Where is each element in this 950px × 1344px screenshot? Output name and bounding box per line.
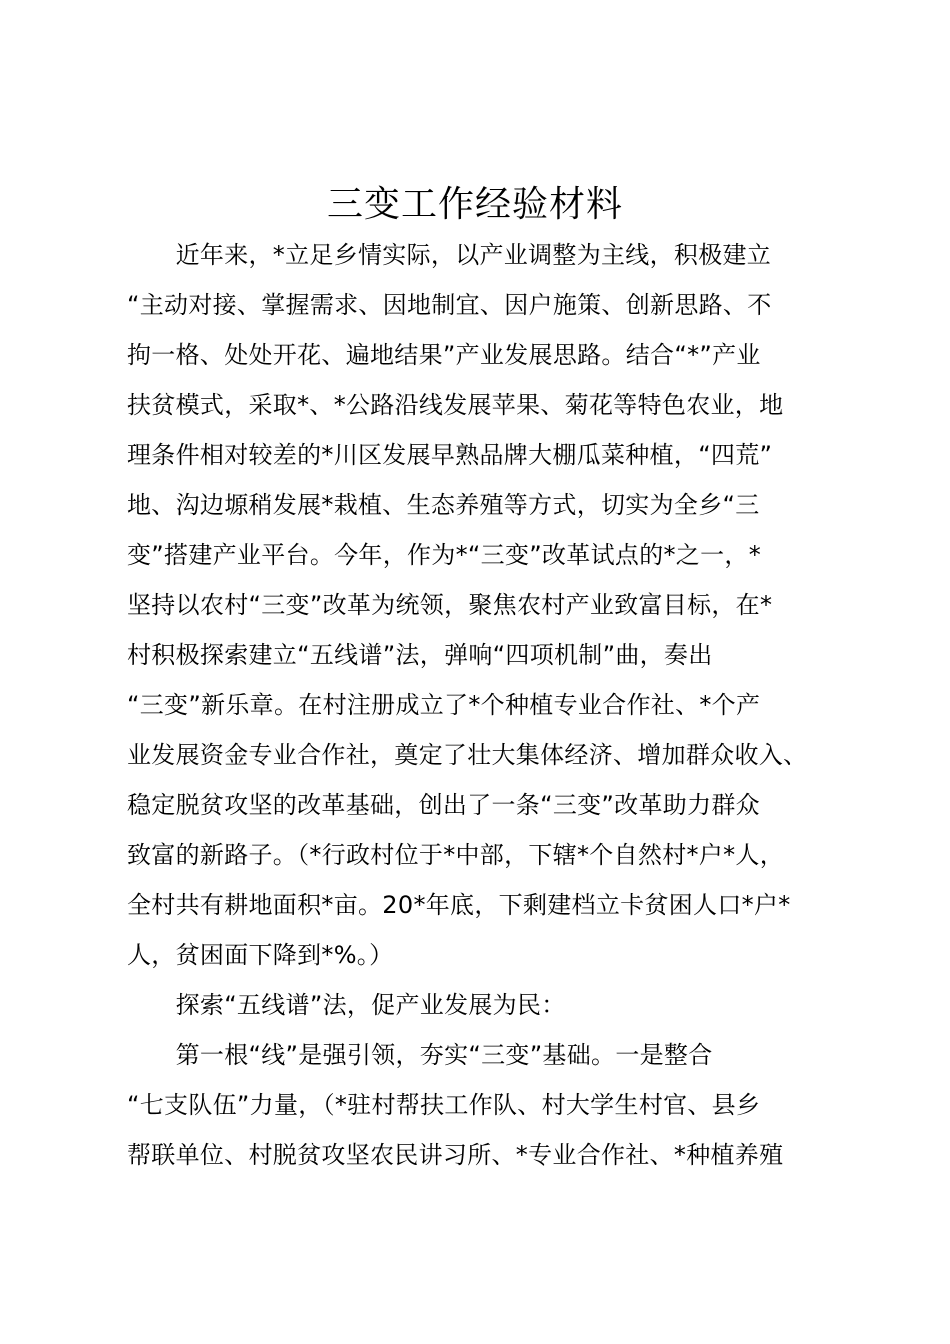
text-line: 村积极探索建立“五线谱”法，弹响“四项机制”曲，奏出 [127,641,713,669]
text-line: 全村共有耕地面积*亩。20*年底，下剩建档立卡贫困人口*户* [127,891,791,919]
text-line: “七支队伍”力量，（*驻村帮扶工作队、村大学生村官、县乡 [127,1091,761,1119]
text-line: 人，贫困面下降到*%。） [127,941,394,969]
text-line: 坚持以农村“三变”改革为统领，聚焦农村产业致富目标，在* [127,591,773,619]
text-line: “三变”新乐章。在村注册成立了*个种植专业合作社、*个产 [127,691,761,719]
document-body [127,230,847,1180]
text-line: 扶贫模式，采取*、*公路沿线发展苹果、菊花等特色农业，地 [127,391,784,419]
document-title: 三变工作经验材料 [326,184,623,225]
text-line: 帮联单位、村脱贫攻坚农民讲习所、*专业合作社、*种植养殖 [127,1141,784,1169]
text-line: “主动对接、掌握需求、因地制宜、因户施策、创新思路、不 [127,291,772,319]
text-line: 拘一格、处处开花、遍地结果”产业发展思路。结合“*”产业 [127,341,761,369]
text-line: 理条件相对较差的*川区发展早熟品牌大棚瓜菜种植，“四荒” [127,441,773,469]
text-line: 探索“五线谱”法，促产业发展为民： [127,991,566,1019]
text-line: 致富的新路子。（*行政村位于*中部，下辖*个自然村*户*人， [127,841,784,869]
text-line: 变”搭建产业平台。今年，作为*“三变”改革试点的*之一，* [127,541,761,569]
text-line: 稳定脱贫攻坚的改革基础，创出了一条“三变”改革助力群众 [127,791,760,819]
text-line: 第一根“线”是强引领，夯实“三变”基础。一是整合 [127,1041,713,1069]
text-line: 近年来，*立足乡情实际，以产业调整为主线，积极建立 [127,241,772,269]
text-line: 业发展资金专业合作社，奠定了壮大集体经济、增加群众收入、 [127,741,808,769]
text-line: 地、沟边塬稍发展*栽植、生态养殖等方式，切实为全乡“三 [127,491,760,519]
